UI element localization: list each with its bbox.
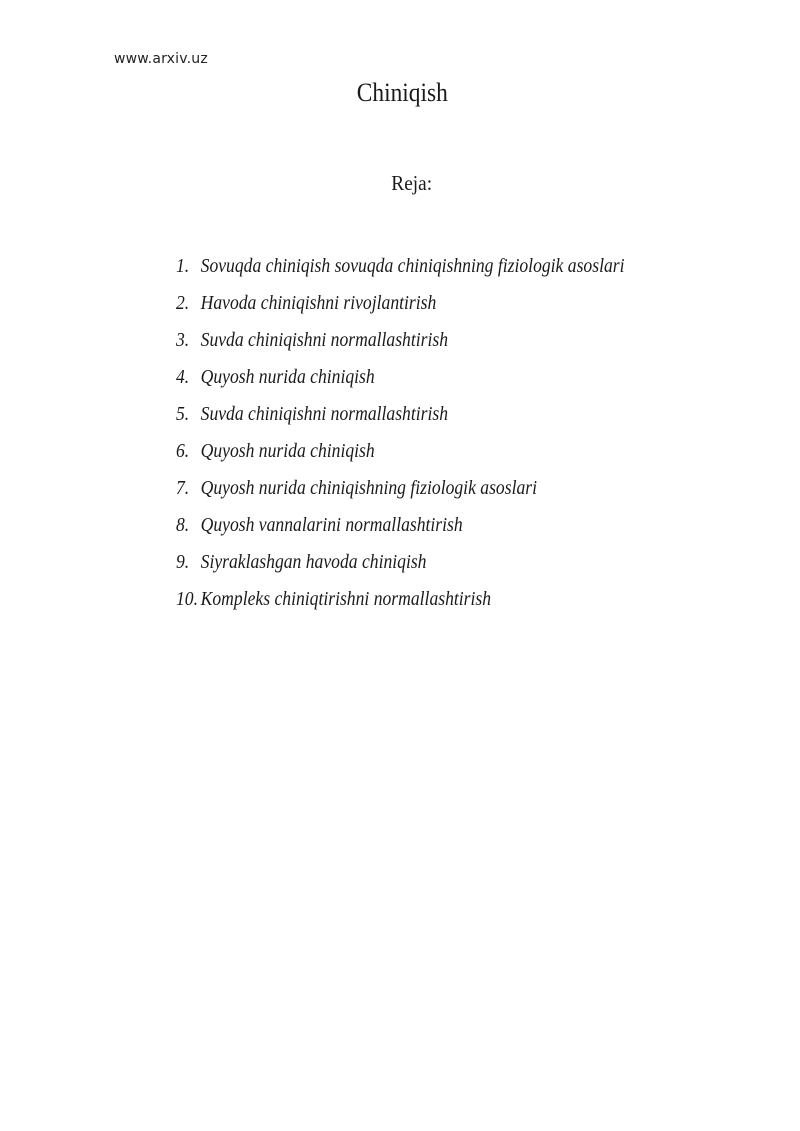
plan-item	[176, 364, 625, 401]
plan-item-number: 1.	[176, 255, 190, 277]
plan-item-number: 3.	[176, 329, 190, 351]
plan-item-number: 7.	[176, 477, 190, 499]
plan-item	[176, 327, 625, 364]
plan-heading: Reja:	[391, 171, 433, 195]
plan-item-text: Quyosh vannalarini normallashtirish	[200, 514, 463, 536]
plan-item-text: Suvda chiniqishni normallashtirish	[200, 329, 449, 351]
plan-item-text: Quyosh nurida chiniqish	[200, 366, 375, 388]
plan-item-number: 9.	[176, 551, 190, 573]
plan-item-text: Havoda chiniqishni rivojlantirish	[200, 292, 437, 314]
plan-item-number: 4.	[176, 366, 190, 388]
plan-item-number: 5.	[176, 403, 190, 425]
plan-item	[176, 401, 625, 438]
plan-item	[176, 253, 625, 290]
plan-item	[176, 549, 625, 586]
plan-item-number: 10.	[176, 588, 198, 610]
plan-item-text: Quyosh nurida chiniqishning fiziologik asoslari	[200, 477, 538, 499]
plan-item	[176, 475, 625, 512]
plan-item-number: 2.	[176, 292, 190, 314]
plan-item-text: Quyosh nurida chiniqish	[200, 440, 375, 462]
plan-item-text: Kompleks chiniqtirishni normallashtirish	[200, 588, 492, 610]
plan-item-text: Suvda chiniqishni normallashtirish	[200, 403, 449, 425]
plan-item	[176, 438, 625, 475]
plan-item	[176, 586, 625, 623]
plan-item	[176, 512, 625, 549]
plan-item-text: Sovuqda chiniqish sovuqda chiniqishning fiziologik asoslari	[200, 255, 625, 277]
document-title: Chiniqish	[356, 78, 448, 107]
plan-list	[176, 253, 686, 623]
plan-item	[176, 290, 625, 327]
plan-item-number: 6.	[176, 440, 190, 462]
site-url-header: www.arxiv.uz	[114, 51, 208, 67]
plan-item-text: Siyraklashgan havoda chiniqish	[200, 551, 427, 573]
plan-item-number: 8.	[176, 514, 190, 536]
